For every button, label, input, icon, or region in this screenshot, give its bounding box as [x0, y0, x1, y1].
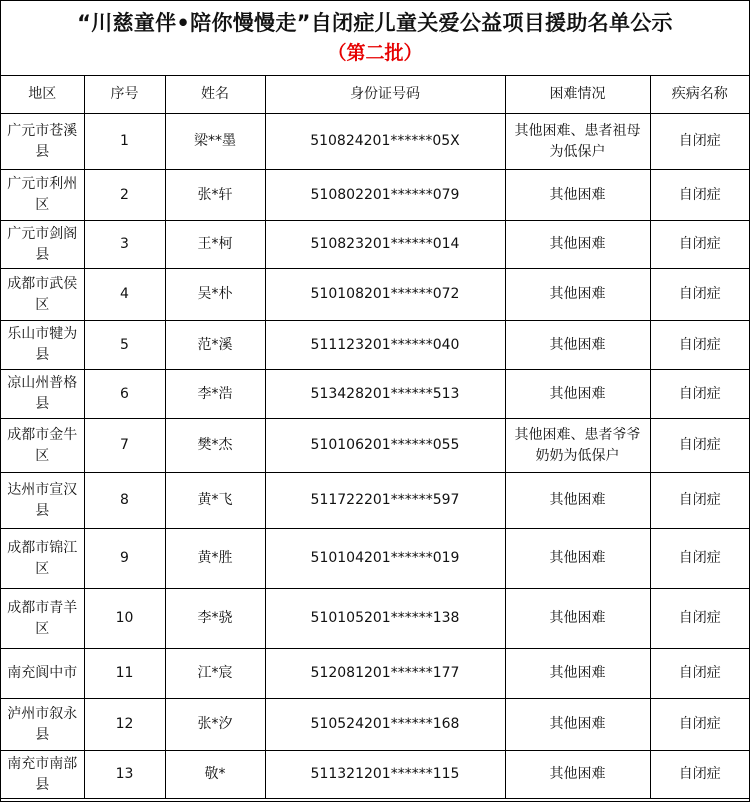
cell-hardship: 其他困难、患者祖母为低保户: [505, 114, 650, 170]
cell-index: 13: [84, 751, 165, 799]
cell-index: 6: [84, 370, 165, 419]
cell-id-number: 512081201******177: [265, 649, 505, 699]
cell-id-number: 510524201******168: [265, 699, 505, 751]
cell-hardship: 其他困难: [505, 751, 650, 799]
cell-id-number: 510106201******055: [265, 419, 505, 473]
cell-disease: 自闭症: [650, 221, 749, 269]
cell-disease: 自闭症: [650, 114, 749, 170]
header-id-number: 身份证号码: [265, 76, 505, 114]
cell-hardship: 其他困难: [505, 170, 650, 221]
cell-id-number: 510104201******019: [265, 529, 505, 589]
table-row: [1, 589, 749, 649]
cell-disease: 自闭症: [650, 699, 749, 751]
cell-name: 范*溪: [165, 321, 265, 370]
cell-region: 成都市金牛区: [1, 419, 84, 473]
cell-hardship: 其他困难: [505, 473, 650, 529]
table-row: [1, 649, 749, 699]
cell-id-number: 510824201******05X: [265, 114, 505, 170]
cell-hardship: 其他困难: [505, 221, 650, 269]
cell-region: 成都市青羊区: [1, 589, 84, 649]
cell-id-number: 511321201******115: [265, 751, 505, 799]
cell-name: 黄*胜: [165, 529, 265, 589]
cell-hardship: 其他困难: [505, 699, 650, 751]
table-row: [1, 221, 749, 269]
cell-region: 广元市利州区: [1, 170, 84, 221]
cell-hardship: 其他困难: [505, 529, 650, 589]
cell-name: 王*柯: [165, 221, 265, 269]
cell-name: 吴*朴: [165, 269, 265, 321]
cell-name: 樊*杰: [165, 419, 265, 473]
cell-index: 8: [84, 473, 165, 529]
cell-hardship: 其他困难: [505, 321, 650, 370]
cell-region: 南充市南部县: [1, 751, 84, 799]
page-subtitle: （第二批）: [327, 42, 423, 64]
title-block: [1, 1, 749, 76]
aid-list-table: [1, 76, 749, 799]
table-row: [1, 751, 749, 799]
cell-name: 江*宸: [165, 649, 265, 699]
cell-region: 南充阆中市: [1, 649, 84, 699]
cell-index: 9: [84, 529, 165, 589]
cell-id-number: 510108201******072: [265, 269, 505, 321]
cell-region: 广元市剑阁县: [1, 221, 84, 269]
cell-disease: 自闭症: [650, 649, 749, 699]
table-row: [1, 699, 749, 751]
cell-disease: 自闭症: [650, 269, 749, 321]
table-row: [1, 269, 749, 321]
cell-disease: 自闭症: [650, 529, 749, 589]
cell-region: 成都市武侯区: [1, 269, 84, 321]
cell-name: 梁**墨: [165, 114, 265, 170]
cell-id-number: 513428201******513: [265, 370, 505, 419]
cell-region: 凉山州普格县: [1, 370, 84, 419]
page-title: “川慈童伴•陪你慢慢走”自闭症儿童关爱公益项目援助名单公示: [77, 11, 673, 35]
cell-disease: 自闭症: [650, 473, 749, 529]
cell-name: 张*轩: [165, 170, 265, 221]
cell-index: 12: [84, 699, 165, 751]
cell-index: 2: [84, 170, 165, 221]
cell-id-number: 510823201******014: [265, 221, 505, 269]
cell-region: 广元市苍溪县: [1, 114, 84, 170]
cell-name: 敬*: [165, 751, 265, 799]
table-row: [1, 170, 749, 221]
header-hardship: 困难情况: [505, 76, 650, 114]
header-index: 序号: [84, 76, 165, 114]
cell-id-number: 511123201******040: [265, 321, 505, 370]
cell-disease: 自闭症: [650, 370, 749, 419]
cell-index: 4: [84, 269, 165, 321]
cell-region: 成都市锦江区: [1, 529, 84, 589]
cell-index: 1: [84, 114, 165, 170]
cell-disease: 自闭症: [650, 751, 749, 799]
header-disease: 疾病名称: [650, 76, 749, 114]
table-row: [1, 529, 749, 589]
cell-disease: 自闭症: [650, 589, 749, 649]
table-row: [1, 419, 749, 473]
cell-region: 泸州市叙永县: [1, 699, 84, 751]
table-row: [1, 321, 749, 370]
cell-hardship: 其他困难: [505, 370, 650, 419]
cell-index: 10: [84, 589, 165, 649]
cell-name: 张*汐: [165, 699, 265, 751]
cell-index: 11: [84, 649, 165, 699]
cell-hardship: 其他困难、患者爷爷奶奶为低保户: [505, 419, 650, 473]
cell-id-number: 511722201******597: [265, 473, 505, 529]
cell-id-number: 510802201******079: [265, 170, 505, 221]
cell-index: 3: [84, 221, 165, 269]
cell-index: 5: [84, 321, 165, 370]
table-header-row: [1, 76, 749, 114]
table-row: [1, 473, 749, 529]
cell-id-number: 510105201******138: [265, 589, 505, 649]
table-row: [1, 114, 749, 170]
cell-disease: 自闭症: [650, 419, 749, 473]
cell-region: 达州市宣汉县: [1, 473, 84, 529]
cell-index: 7: [84, 419, 165, 473]
cell-name: 李*骁: [165, 589, 265, 649]
table-row: [1, 370, 749, 419]
cell-hardship: 其他困难: [505, 269, 650, 321]
cell-hardship: 其他困难: [505, 589, 650, 649]
cell-name: 李*浩: [165, 370, 265, 419]
cell-region: 乐山市犍为县: [1, 321, 84, 370]
header-region: 地区: [1, 76, 84, 114]
cell-disease: 自闭症: [650, 170, 749, 221]
cell-disease: 自闭症: [650, 321, 749, 370]
header-name: 姓名: [165, 76, 265, 114]
cell-name: 黄*飞: [165, 473, 265, 529]
cell-hardship: 其他困难: [505, 649, 650, 699]
